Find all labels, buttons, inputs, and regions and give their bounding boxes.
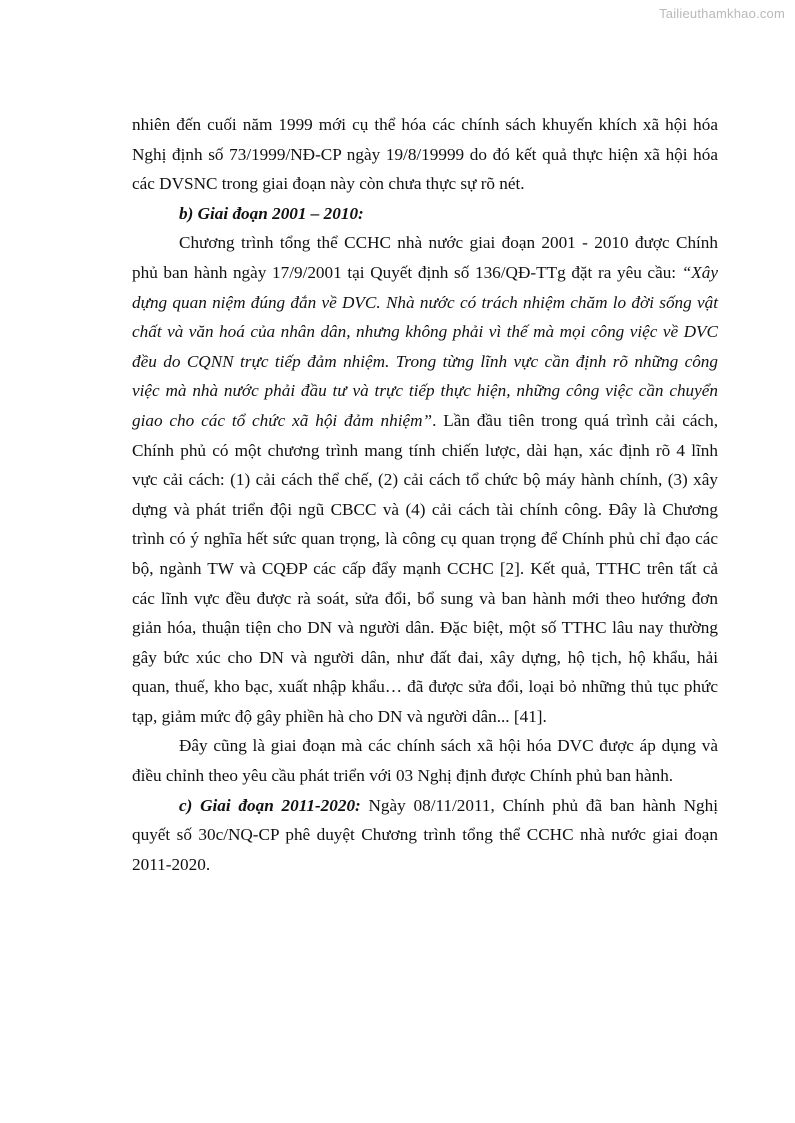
watermark-text: Tailieuthamkhao.com: [659, 6, 785, 21]
text-line: 2011-2020.: [132, 854, 211, 874]
quote-segment: giao cho các tổ chức xã hội đảm nhiệm”: [132, 410, 433, 430]
quote-segment: “Xây: [681, 262, 718, 282]
paragraph-3: [132, 731, 718, 790]
text-line: quan, thuế, kho bạc, xuất nhập khẩu… đã được sửa đổi, loại bỏ những thủ tục phức: [132, 677, 718, 697]
quote-line: chất và văn hoá của nhân dân, nhưng không phải vì thế mà mọi công việc về DVC: [132, 322, 718, 342]
quote-line: đều do CQNN trực tiếp đảm nhiệm. Trong từng lĩnh vực cần định rõ những công: [132, 351, 718, 371]
paragraph-1: [132, 110, 718, 199]
text-line: [132, 791, 718, 821]
paragraph-4: [132, 791, 718, 880]
text-line: vực cải cách: (1) cải cách thể chế, (2) cải cách tổ chức bộ máy hành chính, (3) xây: [132, 470, 718, 490]
text-line: trình có ý nghĩa hết sức quan trọng, là công cụ quan trọng để Chính phủ chỉ đạo các: [132, 529, 718, 549]
text-line: điều chỉnh theo yêu cầu phát triển với 03 Nghị định được Chính phủ ban hành.: [132, 766, 674, 786]
text-line: Chương trình tổng thể CCHC nhà nước giai đoạn 2001 - 2010 được Chính: [179, 233, 718, 253]
paragraph-2: [132, 228, 718, 731]
text-line: tạp, giảm mức độ gây phiền hà cho DN và người dân... [41].: [132, 706, 547, 726]
quote-line: việc mà nhà nước phải đầu tư và trực tiếp thực hiện, những công việc cần chuyển: [132, 381, 718, 401]
section-heading: c) Giai đoạn 2011-2020:: [179, 795, 361, 815]
text-line: bộ, ngành TW và CQĐP các cấp đẩy mạnh CCHC [2]. Kết quả, TTHC trên tất cả: [132, 558, 718, 578]
text-line: [132, 258, 718, 288]
text-segment: Ngày 08/11/2011, Chính phủ đã ban hành Nghị: [360, 795, 718, 815]
text-line: Đây cũng là giai đoạn mà các chính sách xã hội hóa DVC được áp dụng và: [179, 736, 718, 756]
text-line: [132, 406, 718, 436]
text-line: dựng và phát triển đội ngũ CBCC và (4) cải cách tài chính công. Đây là Chương: [132, 499, 718, 519]
text-line: Nghị định số 73/1999/NĐ-CP ngày 19/8/19999 do đó kết quả thực hiện xã hội hóa: [132, 144, 718, 164]
text-line: các DVSNC trong giai đoạn này còn chưa thực sự rõ nét.: [132, 174, 525, 194]
quote-line: dựng quan niệm đúng đắn về DVC. Nhà nước có trách nhiệm chăm lo đời sống vật: [132, 292, 718, 312]
section-heading: b) Giai đoạn 2001 – 2010:: [179, 203, 364, 223]
text-line: các lĩnh vực đều được rà soát, sửa đổi, bổ sung và ban hành mới theo hướng đơn: [132, 588, 718, 608]
text-line: giản hóa, thuận tiện cho DN và người dân. Đặc biệt, một số TTHC lâu nay thường: [132, 618, 718, 638]
document-body: [132, 110, 718, 879]
text-line: Chính phủ có một chương trình mang tính chiến lược, dài hạn, xác định rõ 4 lĩnh: [132, 440, 718, 460]
section-heading-b: [132, 199, 718, 229]
text-segment: . Lần đầu tiên trong quá trình cải cách,: [432, 410, 718, 430]
text-segment: phủ ban hành ngày 17/9/2001 tại Quyết định số 136/QĐ-TTg đặt ra yêu cầu:: [132, 262, 682, 282]
text-line: nhiên đến cuối năm 1999 mới cụ thể hóa các chính sách khuyến khích xã hội hóa: [132, 115, 718, 134]
text-line: quyết số 30c/NQ-CP phê duyệt Chương trình tổng thể CCHC nhà nước giai đoạn: [132, 825, 718, 845]
text-line: gây bức xúc cho DN và người dân, như đất đai, xây dựng, hộ tịch, hộ khẩu, hải: [132, 647, 718, 667]
